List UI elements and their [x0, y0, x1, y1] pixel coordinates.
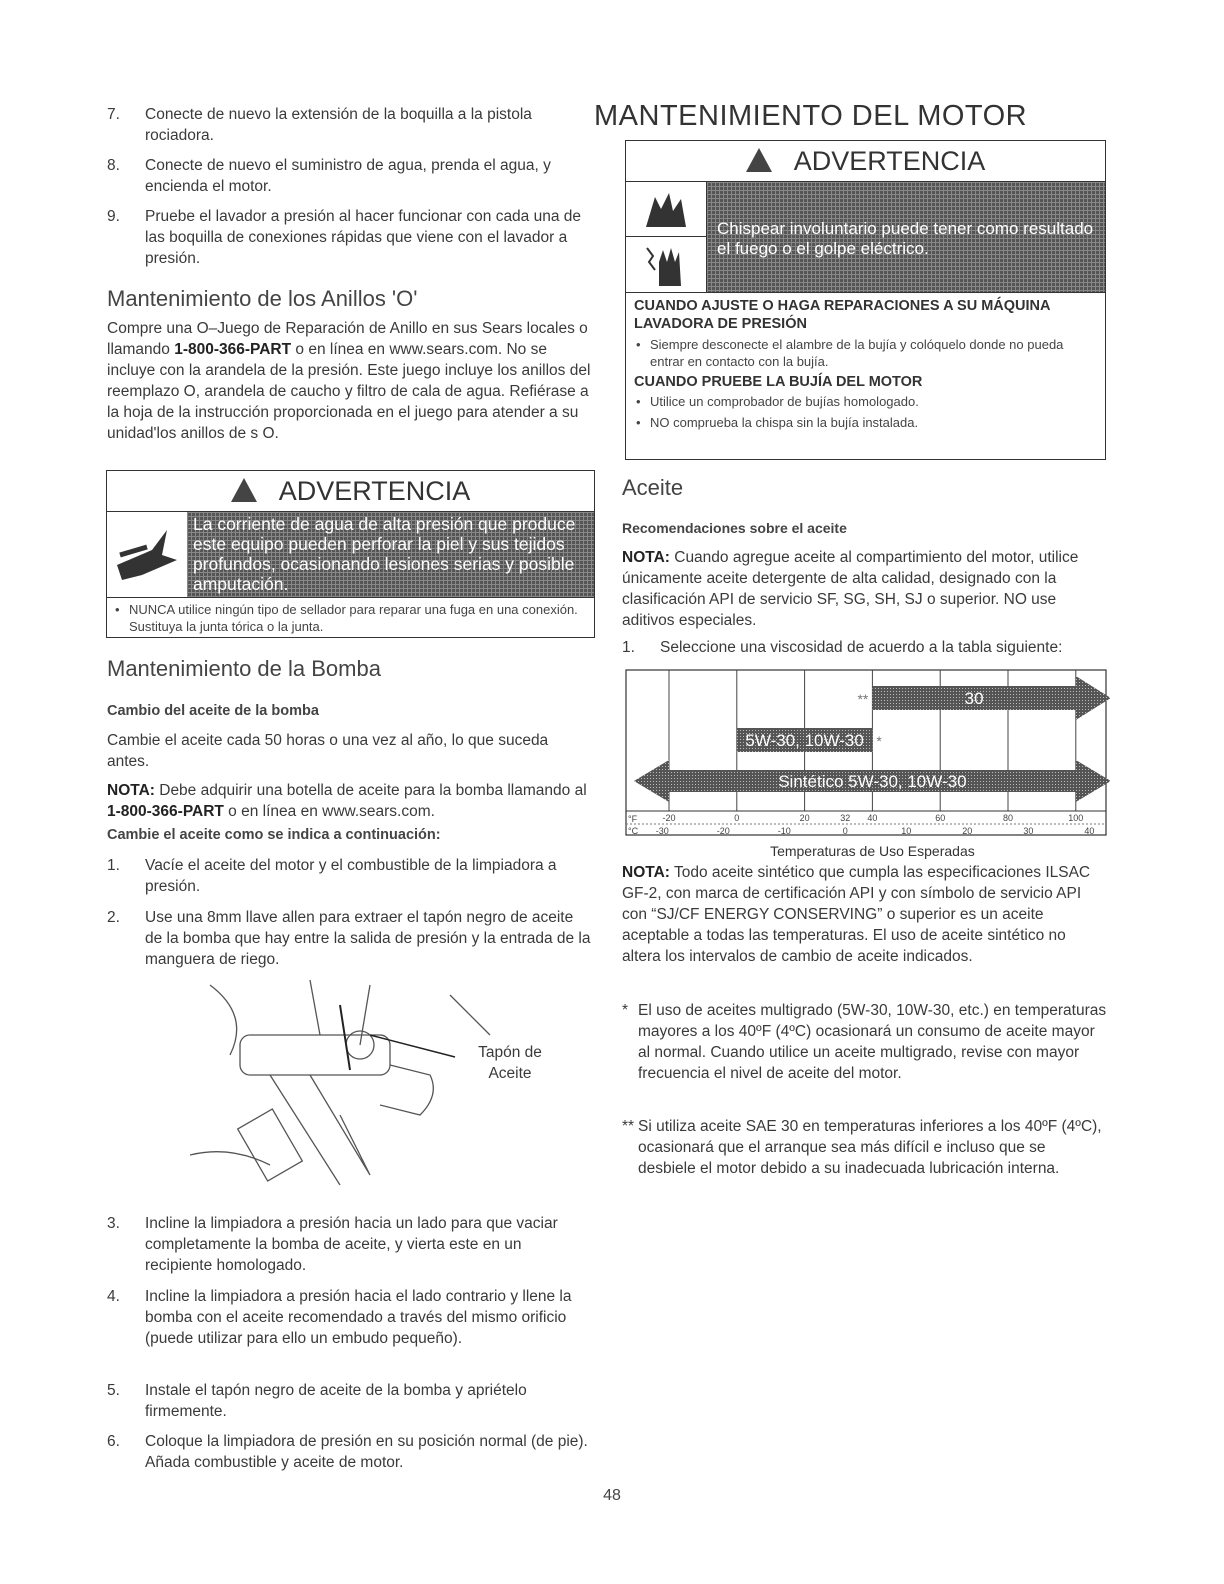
step-number: 1. [622, 639, 635, 656]
f-unit-label: °F [628, 814, 638, 824]
footnote-2 [622, 1116, 1107, 1179]
step-text: Conecte de nuevo la extensión de la boquilla a la pistola rociadora. [145, 106, 532, 144]
step-number: 5. [107, 1382, 120, 1399]
step-text: Seleccione una viscosidad de acuerdo a la tabla siguiente: [660, 639, 1063, 656]
c-tick-label: -20 [716, 826, 730, 836]
step-text: Use una 8mm llave allen para extraer el tapón negro de aceite de la bomba que hay entre la salida de presión y la entrada de la manguera de riego. [145, 909, 591, 968]
c-tick-label: -10 [777, 826, 791, 836]
step-item [107, 155, 592, 197]
electric-shock-icon [626, 237, 706, 292]
warning-title: ADVERTENCIA [278, 476, 471, 506]
c-tick-label: 0 [842, 826, 848, 836]
text: o en línea en www.sears.com. No se incluye con la arandela de la presión. Este juego incluye los anillos del reemplazo O, arandela de caucho y filtro de cala de agua. Refiérase a la hoja de la instrucción proporcionada en el juego para atender a su unidad'los anillos de s O. [107, 341, 591, 442]
page-number: 48 [603, 1487, 621, 1504]
footnote-text: El uso de aceites multigrado (5W-30, 10W-30, etc.) en temperaturas mayores a los 40ºF (4ºC) ocasionará un consumo de aceite mayor al normal. Cuando utilice un aceite multigrado, revise con mayor frecuencia el nivel de aceite del motor. [638, 1002, 1107, 1082]
warning-title: ADVERTENCIA [793, 146, 986, 176]
warning-header [626, 141, 1105, 182]
step-item [107, 1213, 592, 1276]
step-item [107, 1286, 592, 1349]
step-number: 7. [107, 106, 120, 123]
pump-paragraph: Cambie el aceite cada 50 horas o una vez al año, lo que suceda antes. [107, 732, 549, 770]
step-item [107, 206, 592, 269]
step-text: Instale el tapón negro de aceite de la bomba y apriételo firmemente. [145, 1382, 527, 1420]
step-text: Incline la limpiadora a presión hacia el lado contrario y llene la bomba con el aceite recomendado a través del mismo orificio (puede utilizar para ello un embudo pequeño). [145, 1288, 572, 1347]
pump-title: Mantenimiento de la Bomba [107, 656, 381, 681]
note-label: NOTA: [622, 864, 670, 881]
f-tick-label: 32 [840, 813, 851, 823]
step-item [107, 855, 592, 897]
oil-title: Aceite [622, 475, 684, 500]
change-subtitle: Cambie el aceite como se indica a continuación: [107, 827, 441, 843]
x-axis-label: Temperaturas de Uso Esperadas [770, 843, 975, 859]
phone: 1-800-366-PART [107, 803, 224, 820]
f-tick-label: 20 [799, 813, 810, 823]
text: Debe adquirir una botella de aceite para la bomba llamando al [154, 782, 587, 799]
text: Todo aceite sintético que cumpla las especificaciones ILSAC GF-2, con marca de certificación API y con símbolo de servicio API con “SJ/CF ENERGY CONSERVING” o superior es un aceite aceptable a todas las temperaturas. El uso de aceite sintético no altera los intervalos de cambio de aceite indicados. [622, 864, 1091, 965]
step-number: 1. [107, 857, 120, 874]
pump-subtitle: Cambio del aceite de la bomba [107, 703, 319, 719]
warning-bullet: • Utilice un comprobador de bujías homologado. [636, 394, 919, 409]
warning-message: Chispear involuntario puede tener como resultado el fuego o el golpe eléctrico. [707, 182, 1105, 292]
text: Cuando agregue aceite al compartimiento del motor, utilice únicamente aceite detergente de alta calidad, designado con la clasificación API de servicio SF, SG, SH, SJ o superior. NO use aditivos especiales. [622, 549, 1079, 629]
warning-header [107, 471, 594, 512]
warning-heading-repair: CUANDO AJUSTE O HAGA REPARACIONES A SU MÁQUINA LAVADORA DE PRESIÓN [634, 298, 1050, 332]
step-text: Incline la limpiadora a presión hacia un lado para que vaciar completamente la bomba de aceite, y vierta este en un recipiente homologado. [145, 1215, 558, 1274]
step-item [107, 1431, 592, 1473]
c-tick-label: 40 [1084, 826, 1095, 836]
step-item [107, 104, 592, 146]
text: o en línea en www.sears.com. [223, 803, 435, 820]
warning-triangle-icon [231, 478, 257, 502]
warning-message: La corriente de agua de alta presión que produce este equipo pueden perforar la piel y sus tejidos profundos, ocasionando lesiones serias y posible amputación. [187, 512, 594, 597]
step-number: 4. [107, 1288, 120, 1305]
step-number: 9. [107, 208, 120, 225]
pump-illustration [190, 975, 520, 1205]
step-text: Coloque la limpiadora de presión en su posición normal (de pie). Añada combustible y aceite de motor. [145, 1433, 588, 1471]
f-tick-label: 60 [935, 813, 946, 823]
phone: 1-800-366-PART [174, 341, 292, 358]
footnote-mark: ** [622, 1118, 635, 1135]
c-tick-label: -30 [655, 826, 669, 836]
warning-bullet: • NO comprueba la chispa sin la bujía instalada. [636, 415, 919, 430]
oil-subtitle: Recomendaciones sobre el aceite [622, 520, 847, 536]
step-item [107, 1380, 592, 1422]
pump-figure [190, 975, 520, 1210]
oil-note [622, 547, 1107, 631]
figure-label: Tapón de Aceite [478, 1044, 542, 1082]
step-number: 2. [107, 909, 120, 926]
oil-note-2 [622, 862, 1107, 967]
warning-triangle-icon [746, 148, 772, 172]
oil-step-1 [622, 637, 1107, 658]
series-marker: ** [857, 691, 869, 707]
c-tick-label: 10 [901, 826, 912, 836]
note-label: NOTA: [622, 549, 670, 566]
text: Utilice un comprobador de bujías homologado. [650, 394, 919, 409]
c-tick-label: 20 [962, 826, 973, 836]
step-item [107, 907, 592, 970]
warning-heading-test: CUANDO PRUEBE LA BUJÍA DEL MOTOR [634, 374, 923, 390]
warning-bullet: • Siempre desconecte el alambre de la bujía y colóquelo donde no pueda entrar en contacto con la bujía. [636, 337, 1064, 369]
f-tick-label: 100 [1068, 813, 1084, 823]
footnote-mark: * [622, 1002, 629, 1019]
f-tick-label: 40 [867, 813, 878, 823]
series-marker: * [876, 733, 882, 749]
footnote-1 [622, 1000, 1107, 1084]
series-label: 5W-30, 10W-30 [745, 731, 864, 750]
f-tick-label: 80 [1002, 813, 1014, 823]
step-number: 8. [107, 157, 120, 174]
step-text: Conecte de nuevo el suministro de agua, prenda el agua, y encienda el motor. [145, 157, 551, 195]
engine-maintenance-title: MANTENIMIENTO DEL MOTOR [594, 100, 1028, 132]
text: Siempre desconecte el alambre de la bujía y colóquelo donde no pueda entrar en contacto con la bujía. [650, 337, 1064, 369]
series-label: Sintético 5W-30, 10W-30 [778, 772, 967, 791]
fire-icon [626, 182, 706, 237]
note-label: NOTA: [107, 782, 155, 799]
c-tick-label: 30 [1023, 826, 1034, 836]
f-tick-label: 0 [734, 813, 740, 823]
step-number: 3. [107, 1215, 120, 1232]
hand-injection-icon [107, 512, 187, 597]
pump-note [107, 780, 592, 822]
step-text: Vacíe el aceite del motor y el combustible de la limpiadora a presión. [145, 857, 557, 895]
text: Compre una O–Juego de Reparación de Anillo en sus Sears locales o llamando [107, 320, 588, 358]
text: NUNCA utilice ningún tipo de sellador para reparar una fuga en una conexión. Sustituya la junta tórica o la junta. [129, 602, 578, 634]
oring-title: Mantenimiento de los Anillos 'O' [107, 286, 418, 311]
series-label: 30 [964, 689, 984, 708]
text: NO comprueba la chispa sin la bujía instalada. [650, 415, 919, 430]
viscosity-chart [620, 664, 1110, 864]
oring-paragraph [107, 318, 592, 444]
warning-box-water [106, 470, 595, 638]
step-number: 6. [107, 1433, 120, 1450]
c-unit-label: °C [628, 826, 639, 836]
footnote-text: Si utiliza aceite SAE 30 en temperaturas inferiores a los 40ºF (4ºC), ocasionará que el arranque sea más difícil e incluso que se desbiele el motor debido a su inadecuada lubricación interna. [638, 1118, 1102, 1177]
warning-box-spark [625, 140, 1106, 460]
warning-bullet: • NUNCA utilice ningún tipo de sellador para reparar una fuga en una conexión. Sustituya la junta tórica o la junta. [115, 602, 578, 634]
step-text: Pruebe el lavador a presión al hacer funcionar con cada una de las boquilla de conexiones rápidas que viene con el lavador a presión. [145, 208, 582, 267]
f-tick-label: -20 [662, 813, 676, 823]
